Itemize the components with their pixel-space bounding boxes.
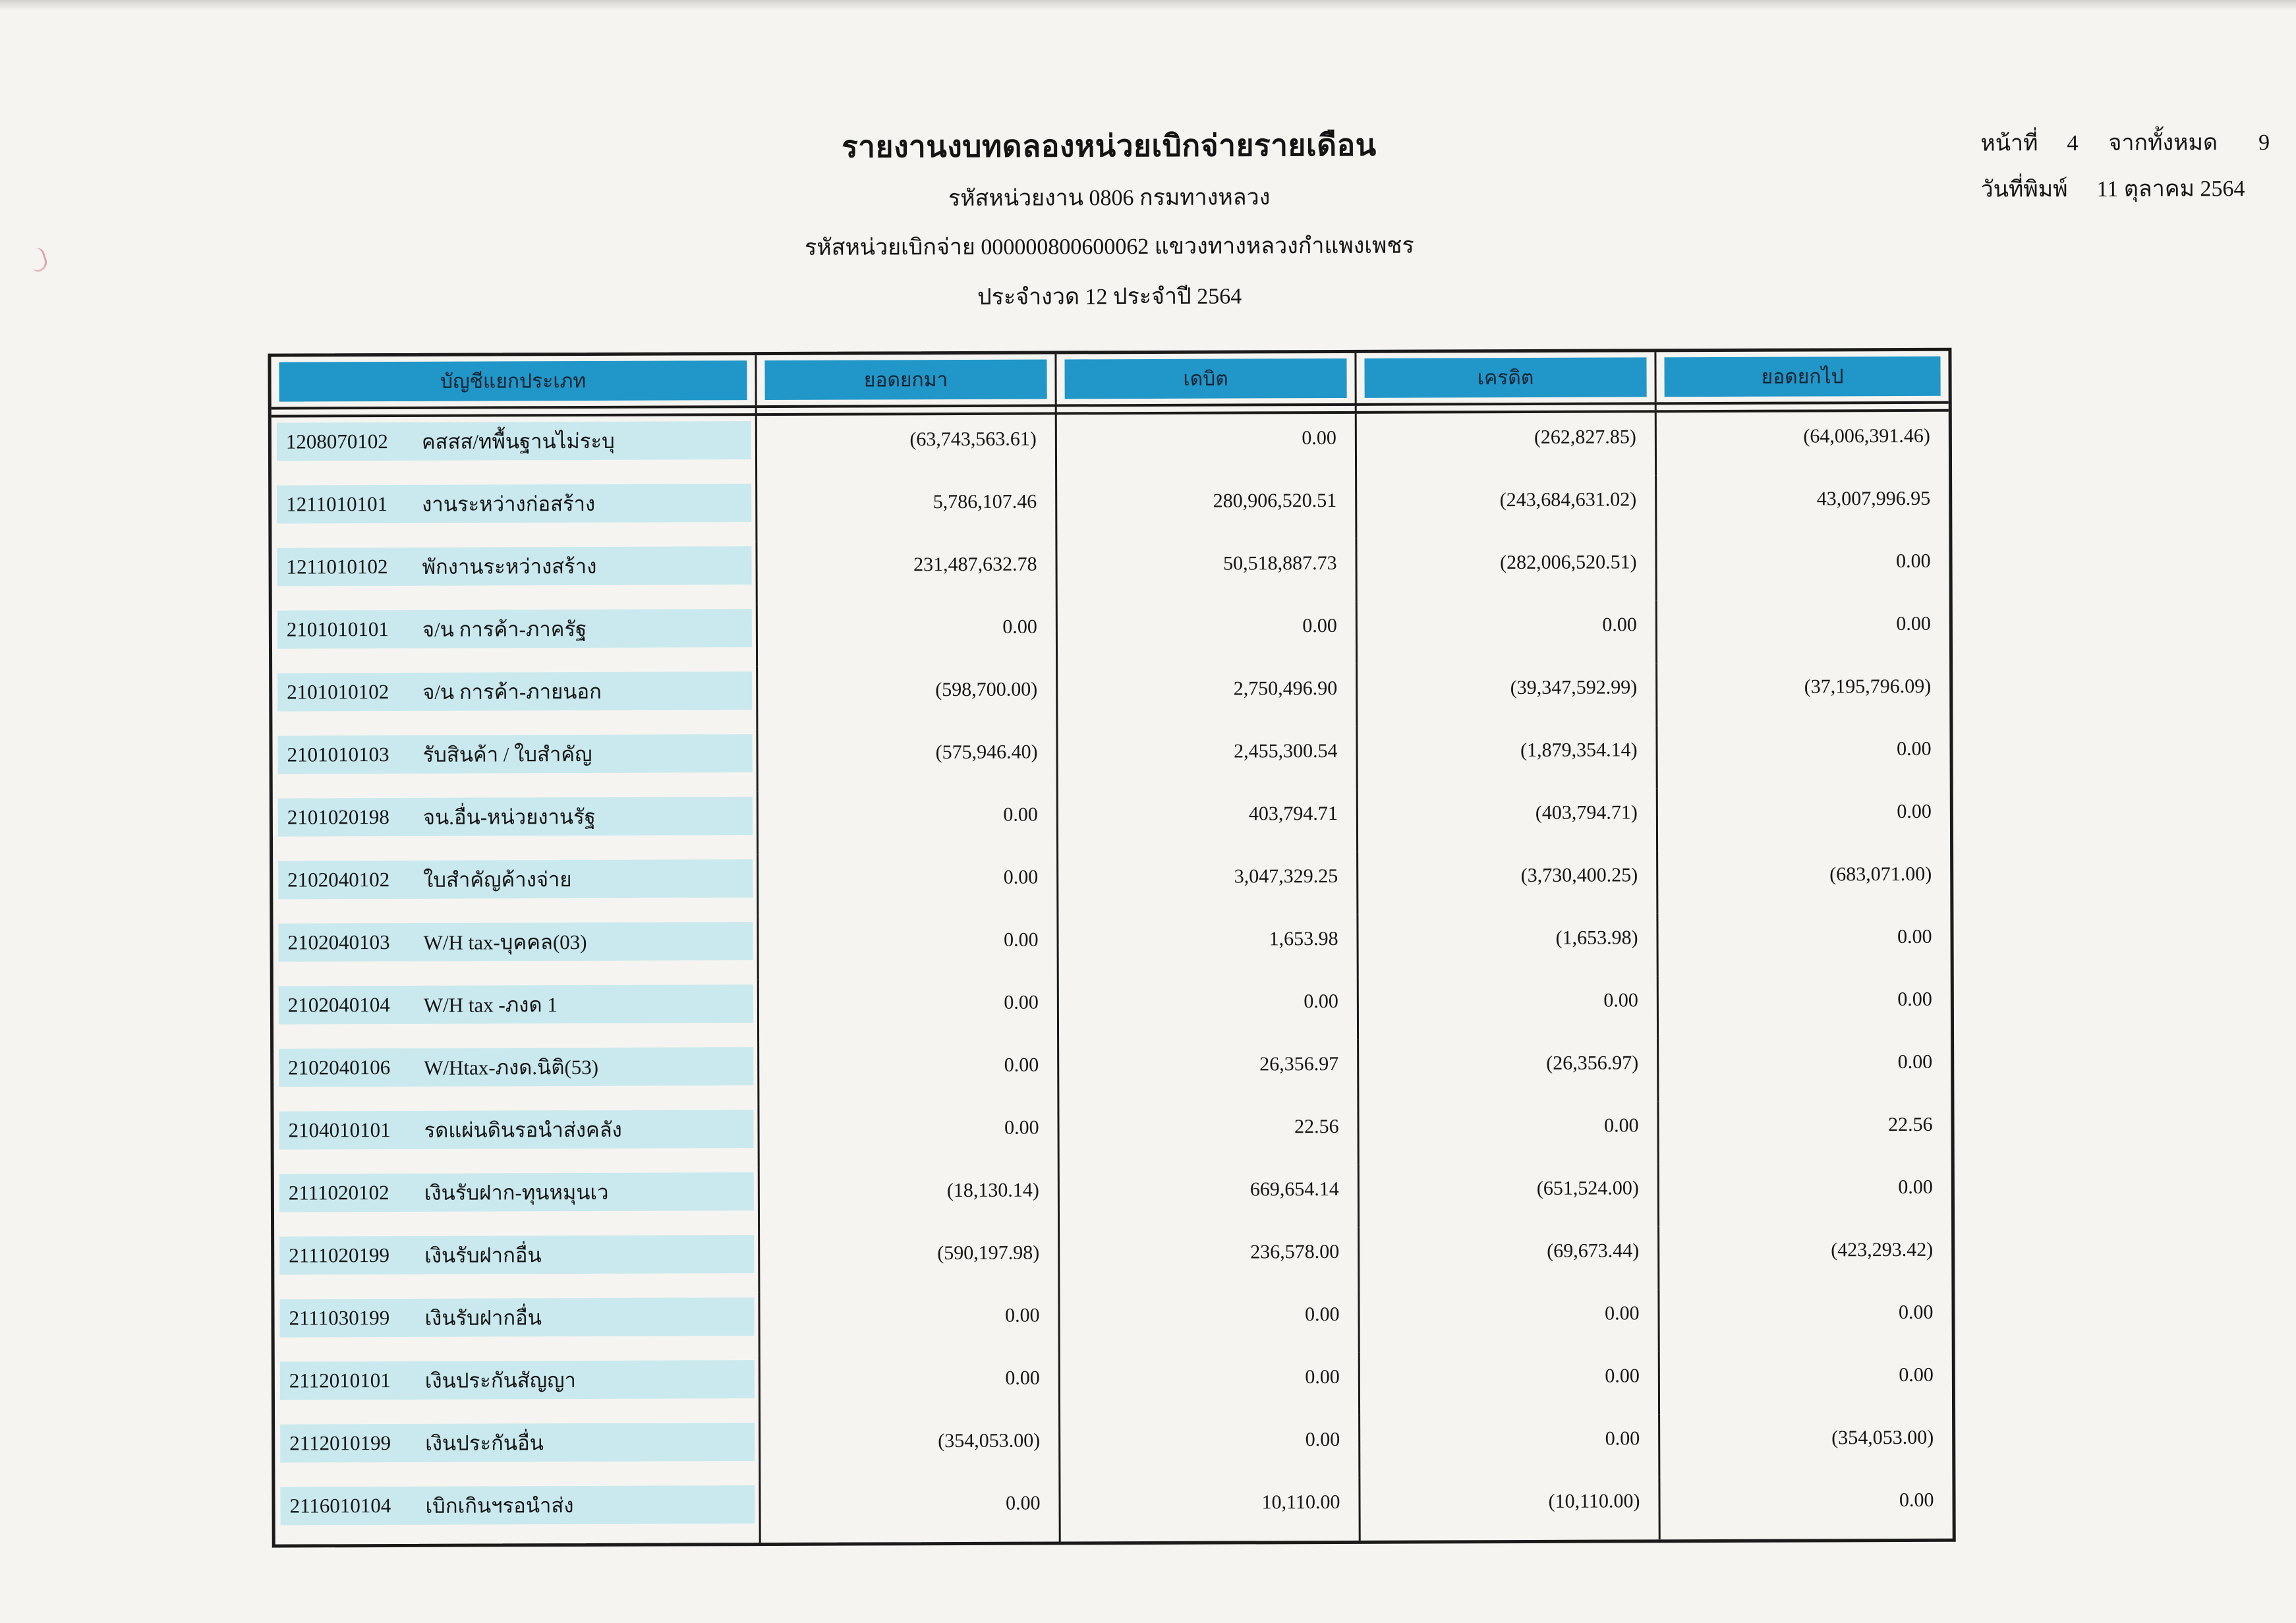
trial-balance-table	[268, 348, 1955, 1548]
amount-debit: 280,906,520.51	[1213, 489, 1337, 512]
account-code: 1208070102	[285, 430, 388, 453]
row-highlight-stripe	[278, 859, 753, 899]
amount-brought-forward: 0.00	[1003, 803, 1038, 826]
table-body	[272, 412, 1953, 1545]
amount-carried-forward: 0.00	[1897, 925, 1932, 948]
amount-credit: (403,794.71)	[1535, 801, 1638, 824]
account-name: จน.อื่น-หน่วยงานรัฐ	[422, 805, 596, 829]
amount-credit: 0.00	[1604, 1302, 1640, 1324]
table-row	[273, 1038, 1951, 1106]
amount-debit-cell	[1060, 1165, 1360, 1229]
account-cell	[275, 1355, 761, 1419]
row-highlight-stripe	[277, 421, 751, 461]
amount-credit: (651,524.00)	[1536, 1177, 1639, 1199]
amount-credit-cell	[1358, 851, 1658, 915]
column-header-1	[271, 355, 757, 407]
amount-brought-forward: 0.00	[1004, 1304, 1040, 1326]
report-title: รายงานงบทดลองหน่วยเบิกจ่ายรายเดือน	[841, 128, 1377, 164]
amount-carried-forward: 0.00	[1898, 1301, 1934, 1324]
account-name: W/Htax-ภงด.นิติ(53)	[424, 1055, 599, 1079]
amount-brought-forward: 0.00	[1005, 1367, 1040, 1389]
table-row	[273, 787, 1950, 856]
row-highlight-stripe	[278, 797, 753, 837]
account-cell	[273, 854, 759, 919]
amount-brought-forward-cell	[760, 1166, 1060, 1230]
page-info-block	[1980, 124, 2270, 217]
account-cell	[273, 1042, 759, 1106]
amount-brought-forward-cell	[760, 1228, 1060, 1292]
amount-carried-forward: (37,195,796.09)	[1804, 675, 1932, 698]
amount-debit: 2,455,300.54	[1233, 739, 1338, 762]
account-cell	[273, 979, 759, 1044]
amount-brought-forward: 0.00	[1004, 1116, 1039, 1139]
amount-brought-forward: (590,197.98)	[937, 1241, 1040, 1265]
amount-brought-forward: 0.00	[1004, 991, 1039, 1013]
divider-cell	[757, 407, 1057, 413]
amount-brought-forward-cell	[758, 602, 1058, 666]
account-name: รับสินค้า / ใบสำคัญ	[422, 742, 592, 766]
amount-debit-cell	[1058, 852, 1358, 916]
account-code: 2111030199	[289, 1306, 390, 1330]
account-name: เบิกเกินฯรอนำส่ง	[425, 1494, 574, 1518]
row-highlight-stripe	[279, 1297, 754, 1338]
amount-debit: 26,356.97	[1259, 1052, 1339, 1075]
column-header-3	[1056, 353, 1356, 405]
amount-credit-cell	[1358, 726, 1657, 789]
amount-debit: 0.00	[1302, 614, 1337, 637]
amount-credit-cell	[1358, 788, 1658, 852]
amount-debit: 0.00	[1304, 1303, 1340, 1326]
account-cell	[275, 1480, 761, 1545]
row-highlight-stripe	[277, 484, 751, 524]
account-cell	[274, 1167, 760, 1232]
column-header-label: ยอดยกมา	[764, 360, 1047, 400]
account-cell	[272, 666, 758, 731]
amount-debit-cell	[1057, 414, 1357, 478]
amount-carried-forward-cell	[1658, 913, 1950, 977]
amount-carried-forward-cell	[1659, 975, 1951, 1039]
amount-brought-forward-cell	[761, 1416, 1060, 1480]
column-header-5	[1656, 351, 1948, 403]
amount-debit: 669,654.14	[1249, 1178, 1339, 1201]
table-row	[272, 600, 1949, 668]
row-highlight-stripe	[277, 734, 752, 774]
amount-carried-forward: 0.00	[1899, 1363, 1934, 1386]
amount-carried-forward-cell	[1660, 1476, 1952, 1540]
amount-credit-cell	[1359, 1039, 1659, 1102]
amount-debit: 403,794.71	[1248, 802, 1338, 825]
total-pages-label: จากทั้งหมด	[2108, 130, 2218, 156]
amount-carried-forward: 0.00	[1898, 1176, 1933, 1199]
amount-debit: 3,047,329.25	[1234, 865, 1338, 888]
amount-debit: 0.00	[1305, 1365, 1340, 1388]
amount-credit-cell	[1360, 1164, 1659, 1228]
account-cell	[273, 1104, 759, 1169]
page-number-row	[1980, 124, 2270, 161]
account-name: จ/น การค้า-ภายนอก	[422, 679, 602, 704]
amount-brought-forward: (18,130.14)	[946, 1179, 1039, 1202]
amount-credit: (282,006,520.51)	[1500, 551, 1637, 574]
column-header-label: เดบิต	[1064, 358, 1346, 399]
amount-carried-forward-cell	[1660, 1413, 1952, 1477]
row-highlight-stripe	[277, 671, 752, 712]
account-code: 2101020198	[287, 805, 389, 829]
amount-brought-forward-cell	[759, 915, 1058, 979]
table-row	[273, 850, 1950, 919]
amount-brought-forward: 0.00	[1003, 866, 1039, 888]
amount-credit-cell	[1360, 1477, 1660, 1541]
disbursing-unit-line: รหัสหน่วยเบิกจ่าย 000000800600062 แขวงทางหลวงกำแพงเพชร	[804, 233, 1414, 260]
amount-debit-cell	[1060, 1415, 1360, 1479]
amount-brought-forward-cell	[757, 414, 1057, 478]
amount-carried-forward-cell	[1659, 1163, 1951, 1227]
account-cell	[272, 604, 758, 668]
amount-debit-cell	[1059, 1102, 1359, 1166]
amount-debit-cell	[1059, 1040, 1359, 1104]
amount-carried-forward: (354,053.00)	[1831, 1426, 1934, 1449]
amount-debit-cell	[1058, 602, 1358, 666]
amount-carried-forward: (64,006,391.46)	[1803, 424, 1930, 447]
account-code: 2111020199	[289, 1243, 389, 1267]
amount-brought-forward-cell	[759, 790, 1058, 854]
amount-carried-forward: 0.00	[1895, 550, 1931, 573]
amount-carried-forward: 0.00	[1896, 612, 1931, 635]
amount-credit: 0.00	[1605, 1427, 1640, 1450]
amount-debit-cell	[1058, 789, 1358, 853]
page-label: หน้าที่	[1980, 131, 2038, 156]
account-name: เงินประกันอื่น	[425, 1431, 544, 1455]
amount-debit: 1,653.98	[1269, 927, 1338, 950]
divider-cell	[1357, 405, 1657, 411]
total-pages: 9	[2258, 130, 2270, 156]
account-code: 2111020102	[288, 1181, 389, 1205]
amount-credit: (262,827.85)	[1534, 426, 1636, 448]
account-cell	[273, 917, 759, 981]
amount-credit: (1,653.98)	[1555, 926, 1638, 949]
account-code: 2101010102	[287, 680, 389, 704]
amount-carried-forward: 43,007,996.95	[1816, 487, 1931, 510]
amount-carried-forward-cell	[1658, 787, 1950, 851]
account-cell	[272, 416, 757, 480]
amount-debit: 2,750,496.90	[1233, 677, 1338, 700]
account-name: งานระหว่างก่อสร้าง	[422, 492, 596, 516]
account-cell	[272, 729, 758, 793]
amount-brought-forward-cell	[758, 665, 1058, 729]
period-line: ประจำงวด 12 ประจำปี 2564	[977, 284, 1242, 310]
row-highlight-stripe	[280, 1423, 755, 1463]
account-name: รดแผ่นดินรอนำส่งคลัง	[424, 1118, 622, 1142]
amount-debit: 0.00	[1305, 1428, 1340, 1451]
account-name: ใบสำคัญค้างจ่าย	[423, 868, 572, 892]
amount-carried-forward-cell	[1659, 1100, 1951, 1164]
amount-brought-forward-cell	[759, 1103, 1059, 1167]
amount-carried-forward-cell	[1657, 600, 1949, 664]
amount-credit-cell	[1360, 1352, 1660, 1415]
account-name: W/H tax -ภงด 1	[423, 993, 558, 1017]
table-row	[274, 1163, 1951, 1232]
account-name: เงินรับฝาก-ทุนหมุนเว	[424, 1180, 609, 1205]
row-highlight-stripe	[280, 1485, 755, 1525]
amount-brought-forward-cell	[757, 540, 1057, 604]
table-row	[273, 975, 1951, 1044]
account-name: จ/น การค้า-ภาครัฐ	[422, 617, 587, 641]
amount-brought-forward-cell	[758, 727, 1058, 791]
table-header-row	[271, 351, 1948, 407]
amount-brought-forward-cell	[761, 1479, 1060, 1543]
amount-brought-forward-cell	[759, 978, 1059, 1042]
account-cell	[275, 1417, 761, 1482]
amount-debit-cell	[1058, 664, 1358, 728]
divider-cell	[1657, 404, 1949, 411]
row-highlight-stripe	[277, 546, 751, 586]
amount-credit: (10,110.00)	[1548, 1490, 1640, 1512]
amount-carried-forward-cell	[1657, 725, 1949, 789]
divider-cell	[272, 408, 757, 415]
column-header-4	[1356, 352, 1656, 403]
amount-credit-cell	[1359, 1101, 1659, 1165]
amount-carried-forward: 0.00	[1897, 1050, 1933, 1073]
amount-debit: 0.00	[1302, 427, 1336, 449]
amount-brought-forward-cell	[761, 1353, 1060, 1417]
amount-brought-forward-cell	[757, 477, 1057, 541]
page-number: 4	[2067, 131, 2079, 156]
amount-brought-forward: 231,487,632.78	[913, 553, 1037, 576]
amount-debit-cell	[1060, 1478, 1360, 1542]
amount-credit-cell	[1357, 475, 1657, 539]
amount-debit: 0.00	[1304, 990, 1338, 1013]
amount-carried-forward: 0.00	[1897, 988, 1932, 1011]
account-code: 2101010103	[287, 743, 389, 766]
amount-debit-cell	[1057, 539, 1357, 603]
amount-brought-forward: (354,053.00)	[938, 1429, 1041, 1452]
account-name: เงินรับฝากอื่น	[424, 1243, 542, 1267]
amount-debit: 22.56	[1294, 1115, 1339, 1138]
amount-credit: 0.00	[1603, 989, 1638, 1011]
account-code: 2102040102	[287, 868, 390, 892]
amount-brought-forward: 0.00	[1003, 928, 1039, 951]
table-row	[274, 1226, 1951, 1294]
table-row	[272, 537, 1949, 606]
amount-carried-forward: 0.00	[1897, 800, 1932, 823]
amount-credit-cell	[1360, 1226, 1659, 1290]
amount-brought-forward: 5,786,107.46	[933, 490, 1037, 513]
table-row	[275, 1351, 1952, 1419]
account-code: 2102040103	[287, 930, 390, 954]
agency-code-line: รหัสหน่วยงาน 0806 กรมทางหลวง	[948, 185, 1271, 212]
amount-debit-cell	[1060, 1353, 1360, 1417]
amount-carried-forward-cell	[1659, 1038, 1951, 1102]
amount-credit: 0.00	[1605, 1365, 1640, 1387]
account-cell	[273, 791, 759, 856]
print-date-label: วันที่พิมพ์	[1980, 177, 2068, 202]
amount-credit-cell	[1358, 913, 1658, 977]
amount-carried-forward: 0.00	[1896, 737, 1932, 760]
amount-brought-forward: 0.00	[1005, 1492, 1041, 1514]
amount-brought-forward: (63,743,563.61)	[909, 428, 1037, 451]
amount-debit-cell	[1059, 977, 1359, 1041]
amount-brought-forward-cell	[759, 1040, 1059, 1104]
amount-carried-forward-cell	[1660, 1351, 1952, 1415]
table-row	[272, 412, 1949, 480]
amount-credit: 0.00	[1602, 613, 1637, 636]
amount-credit-cell	[1360, 1414, 1660, 1478]
amount-carried-forward: 22.56	[1887, 1113, 1933, 1136]
table-row	[273, 1100, 1951, 1169]
account-code: 1211010101	[286, 492, 388, 516]
amount-debit: 50,518,887.73	[1222, 552, 1337, 575]
account-code: 2102040106	[288, 1056, 391, 1079]
row-highlight-stripe	[279, 1047, 753, 1087]
amount-credit: 0.00	[1603, 1114, 1639, 1137]
table-row	[275, 1413, 1952, 1482]
table-row	[272, 474, 1949, 543]
account-cell	[272, 541, 757, 606]
amount-debit-cell	[1058, 915, 1358, 979]
amount-brought-forward: 0.00	[1004, 1054, 1039, 1076]
column-header-label: เครดิต	[1364, 357, 1646, 397]
table-row	[272, 725, 1949, 793]
amount-credit: (26,356.97)	[1546, 1052, 1639, 1074]
amount-carried-forward-cell	[1658, 850, 1950, 914]
account-name: เงินรับฝากอื่น	[424, 1306, 542, 1330]
amount-credit: (39,347,592.99)	[1510, 676, 1638, 699]
amount-brought-forward-cell	[760, 1291, 1060, 1355]
account-code: 2112010101	[289, 1369, 391, 1392]
amount-debit-cell	[1060, 1290, 1360, 1354]
amount-brought-forward: 0.00	[1002, 615, 1037, 638]
amount-credit-cell	[1357, 538, 1657, 602]
amount-carried-forward: (683,071.00)	[1829, 863, 1932, 886]
amount-carried-forward-cell	[1659, 1288, 1951, 1352]
amount-credit: (243,684,631.02)	[1499, 488, 1637, 511]
amount-brought-forward: (598,700.00)	[935, 678, 1038, 701]
account-code: 2112010199	[289, 1431, 391, 1455]
account-cell	[272, 478, 757, 543]
table-row	[273, 913, 1950, 981]
column-header-2	[757, 354, 1056, 405]
account-cell	[274, 1292, 760, 1357]
amount-carried-forward-cell	[1657, 474, 1949, 538]
row-highlight-stripe	[277, 609, 752, 649]
row-highlight-stripe	[278, 922, 753, 962]
amount-credit-cell	[1359, 976, 1659, 1040]
amount-credit-cell	[1360, 1289, 1659, 1353]
account-name: เงินประกันสัญญา	[424, 1369, 576, 1392]
account-name: W/H tax-บุคคล(03)	[423, 930, 587, 954]
amount-credit-cell	[1358, 663, 1657, 727]
row-highlight-stripe	[279, 1110, 753, 1150]
account-code: 1211010102	[286, 555, 388, 579]
amount-carried-forward: 0.00	[1899, 1489, 1934, 1512]
column-header-label: ยอดยกไป	[1664, 356, 1940, 397]
row-highlight-stripe	[279, 1172, 754, 1212]
amount-debit-cell	[1057, 476, 1357, 540]
amount-debit: 236,578.00	[1250, 1240, 1340, 1263]
account-code: 2104010101	[288, 1118, 391, 1142]
amount-debit-cell	[1058, 727, 1358, 791]
account-code: 2101010101	[286, 617, 389, 641]
table-row	[274, 1288, 1951, 1357]
account-name: คสสส/ทพื้นฐานไม่ระบุ	[421, 429, 615, 453]
amount-brought-forward: (575,946.40)	[935, 741, 1038, 764]
row-highlight-stripe	[280, 1360, 755, 1400]
amount-carried-forward: (423,293.42)	[1831, 1238, 1934, 1261]
table-row	[272, 662, 1949, 731]
row-highlight-stripe	[279, 984, 753, 1025]
account-cell	[274, 1230, 760, 1294]
amount-debit: 10,110.00	[1261, 1491, 1340, 1514]
divider-cell	[1057, 406, 1357, 413]
row-highlight-stripe	[279, 1235, 754, 1275]
amount-credit: (3,730,400.25)	[1520, 864, 1638, 887]
account-name: พักงานระหว่างสร้าง	[422, 554, 597, 579]
column-header-label: บัญชีแยกประเภท	[279, 360, 747, 401]
print-date-row	[1980, 170, 2270, 207]
print-date: 11 ตุลาคม 2564	[2096, 177, 2245, 202]
table-row	[275, 1476, 1952, 1545]
amount-debit-cell	[1060, 1228, 1360, 1292]
amount-credit-cell	[1358, 600, 1657, 664]
amount-carried-forward-cell	[1657, 412, 1949, 476]
account-code: 2116010104	[289, 1494, 391, 1518]
amount-credit: (69,673.44)	[1547, 1239, 1640, 1262]
amount-credit: (1,879,354.14)	[1520, 739, 1638, 762]
amount-brought-forward-cell	[759, 853, 1058, 917]
amount-carried-forward-cell	[1657, 662, 1949, 726]
account-code: 2102040104	[287, 993, 390, 1017]
amount-credit-cell	[1357, 413, 1657, 476]
amount-carried-forward-cell	[1659, 1226, 1951, 1290]
amount-carried-forward-cell	[1657, 537, 1949, 601]
